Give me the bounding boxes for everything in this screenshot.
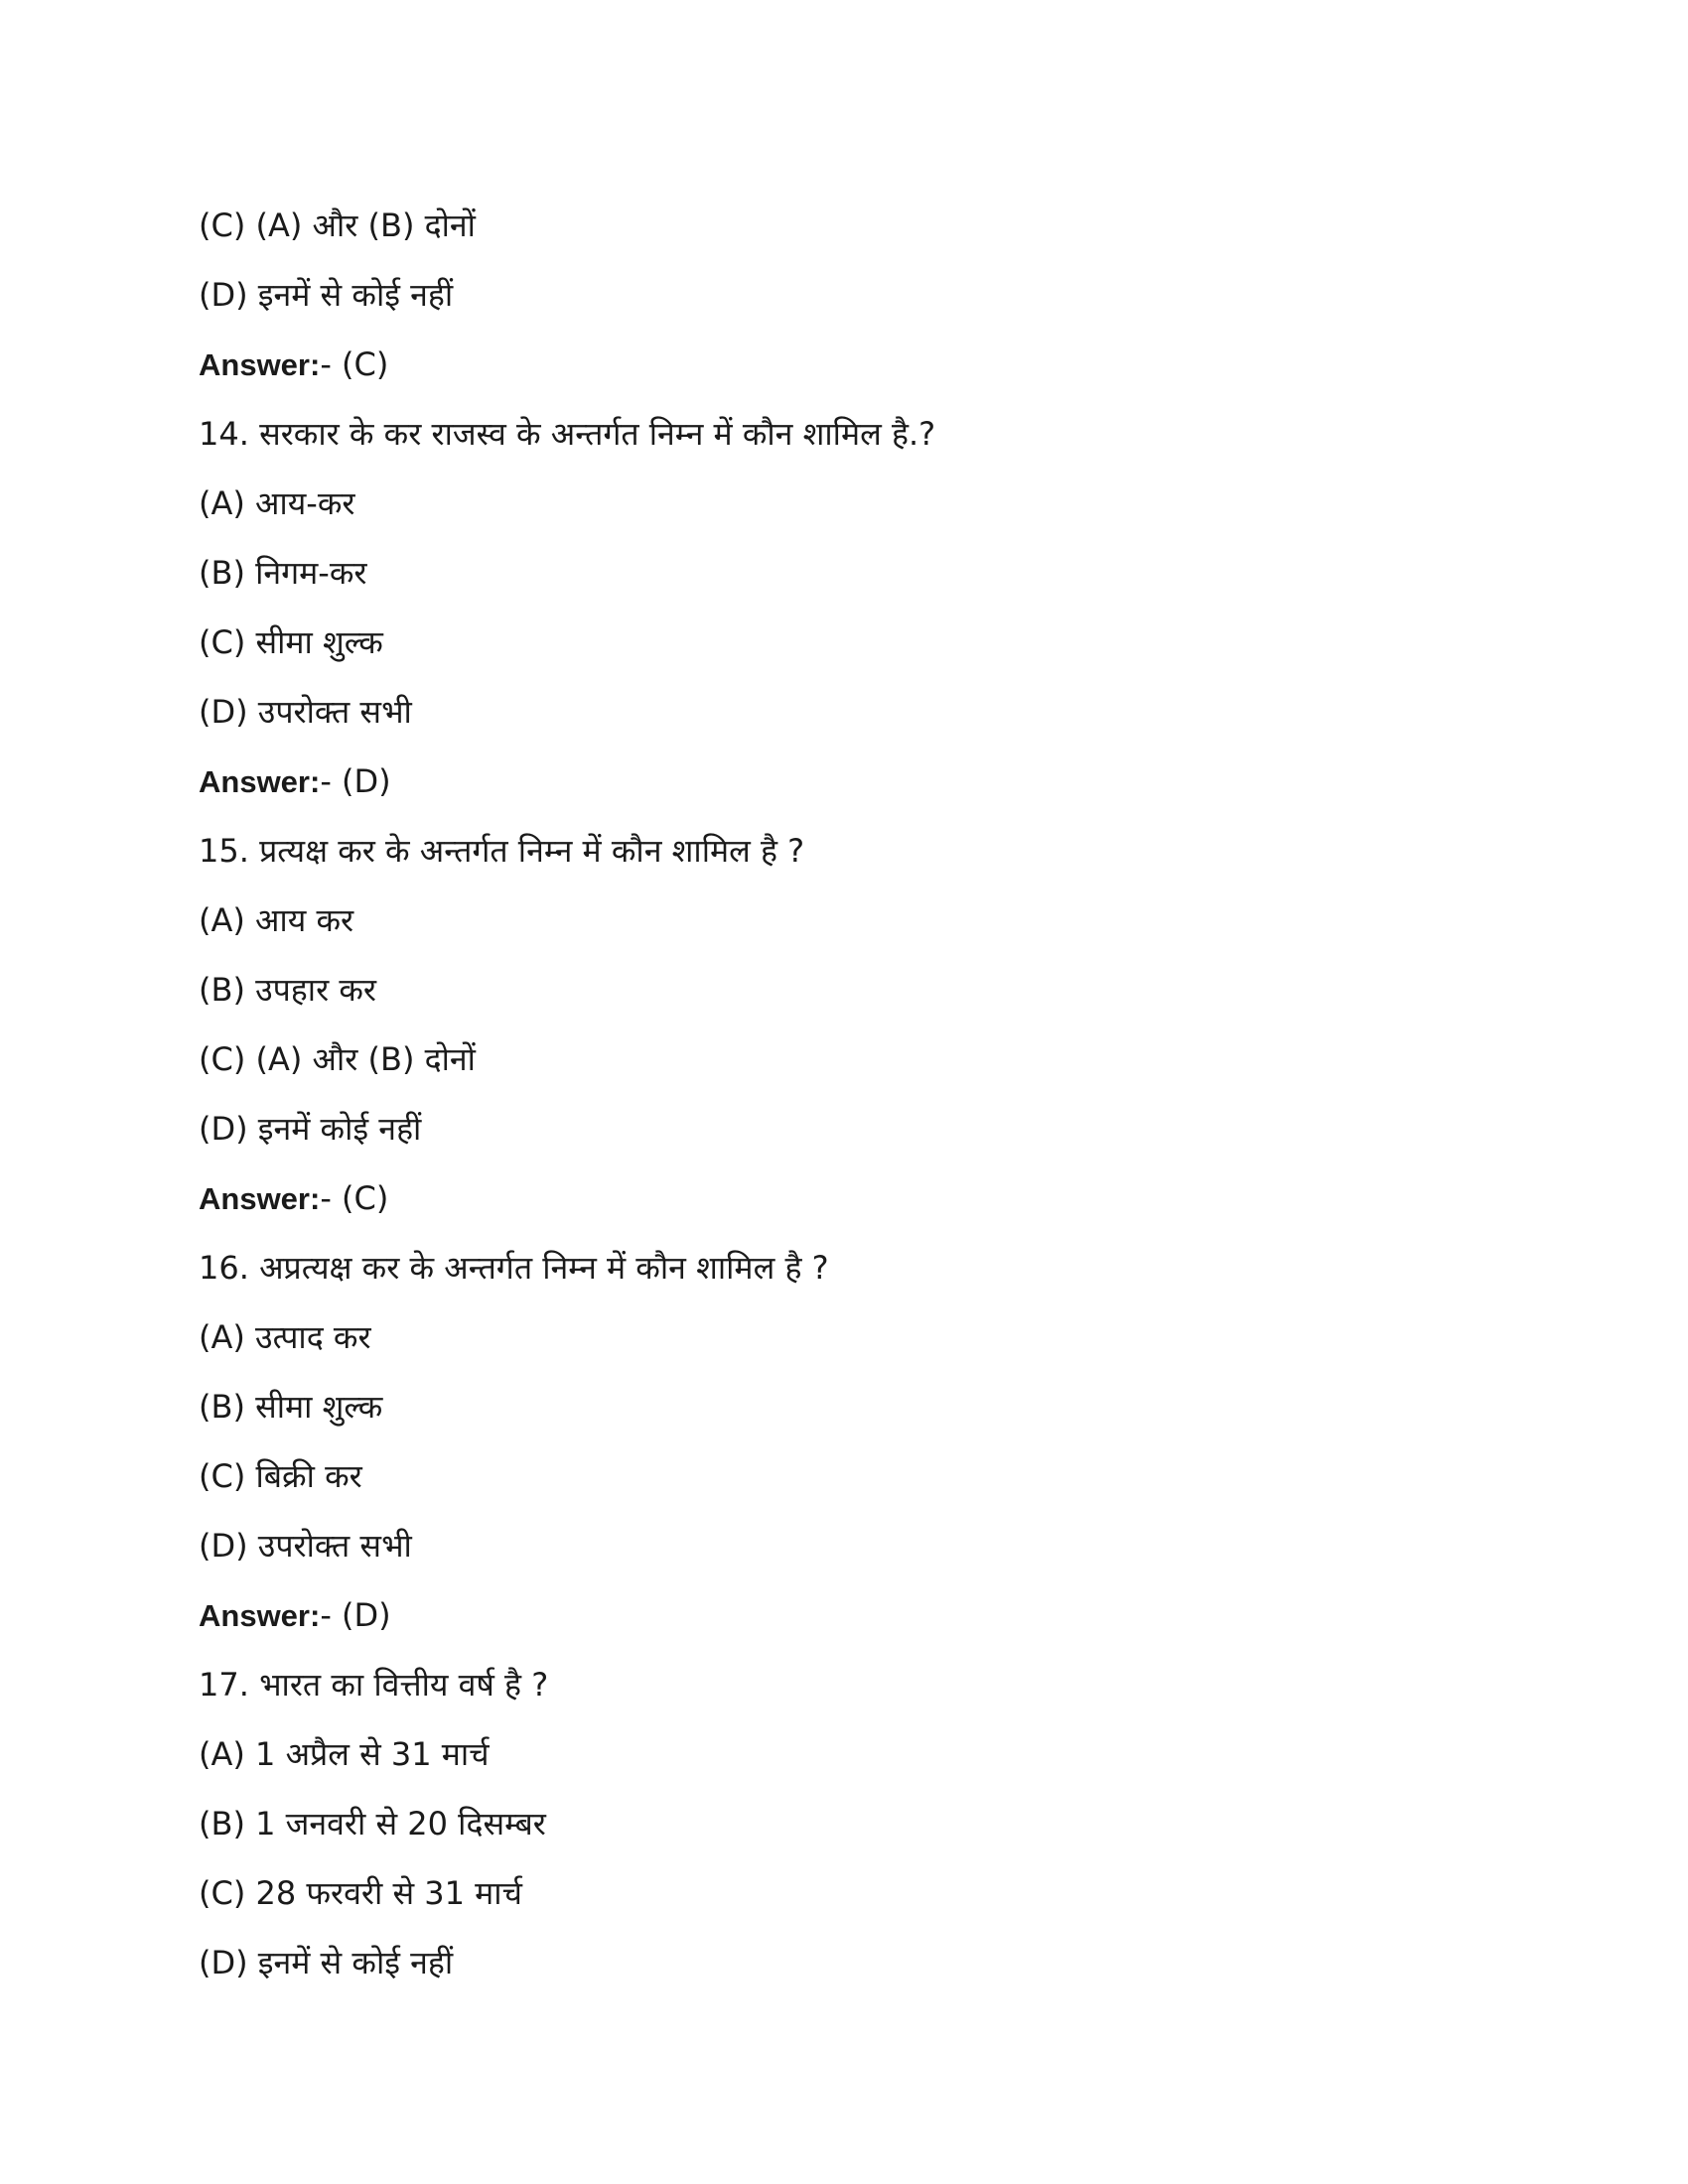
answer-line	[199, 747, 1489, 816]
document-page	[199, 191, 1489, 1997]
question-14: 14. सरकार के कर राजस्व के अन्तर्गत निम्न में कौन शामिल है.?	[199, 415, 936, 453]
option-a: (A) 1 अप्रैल से 31 मार्च	[199, 1735, 490, 1773]
option-b: (B) 1 जनवरी से 20 दिसम्बर	[199, 1805, 546, 1843]
option-b: (B) निगम-कर	[199, 554, 367, 592]
answer-value: (C)	[342, 345, 389, 383]
option-a: (A) उत्पाद कर	[199, 1318, 371, 1356]
answer-label: Answer:	[199, 1181, 321, 1216]
question-15: 15. प्रत्यक्ष कर के अन्तर्गत निम्न में कौन शामिल है ?	[199, 832, 805, 870]
answer-line	[199, 330, 1489, 399]
option-b: (B) उपहार कर	[199, 971, 377, 1009]
option-c: (C) सीमा शुल्क	[199, 623, 383, 661]
option-b: (B) सीमा शुल्क	[199, 1388, 383, 1426]
answer-separator: -	[320, 345, 343, 383]
option-d: (D) उपरोक्त सभी	[199, 1527, 412, 1565]
option-c: (C) 28 फरवरी से 31 मार्च	[199, 1874, 522, 1912]
option-c: (C) (A) और (B) दोनों	[199, 206, 476, 244]
question-16: 16. अप्रत्यक्ष कर के अन्तर्गत निम्न में कौन शामिल है ?	[199, 1249, 829, 1287]
option-c: (C) (A) और (B) दोनों	[199, 1040, 476, 1078]
option-a: (A) आय कर	[199, 901, 354, 939]
answer-line	[199, 1580, 1489, 1650]
option-a: (A) आय-कर	[199, 484, 355, 522]
answer-value: (D)	[342, 1596, 391, 1634]
option-d: (D) इनमें से कोई नहीं	[199, 276, 454, 314]
question-17: 17. भारत का वित्तीय वर्ष है ?	[199, 1666, 549, 1704]
answer-value: (C)	[342, 1179, 389, 1217]
option-d: (D) इनमें से कोई नहीं	[199, 1944, 454, 1981]
answer-label: Answer:	[199, 1598, 321, 1633]
answer-label: Answer:	[199, 764, 321, 799]
answer-separator: -	[320, 1596, 343, 1634]
option-d: (D) इनमें कोई नहीं	[199, 1110, 422, 1148]
answer-separator: -	[320, 1179, 343, 1217]
option-d: (D) उपरोक्त सभी	[199, 693, 412, 731]
answer-value: (D)	[342, 762, 391, 800]
answer-line	[199, 1163, 1489, 1233]
answer-label: Answer:	[199, 347, 321, 382]
option-c: (C) बिक्री कर	[199, 1457, 362, 1495]
answer-separator: -	[320, 762, 343, 800]
